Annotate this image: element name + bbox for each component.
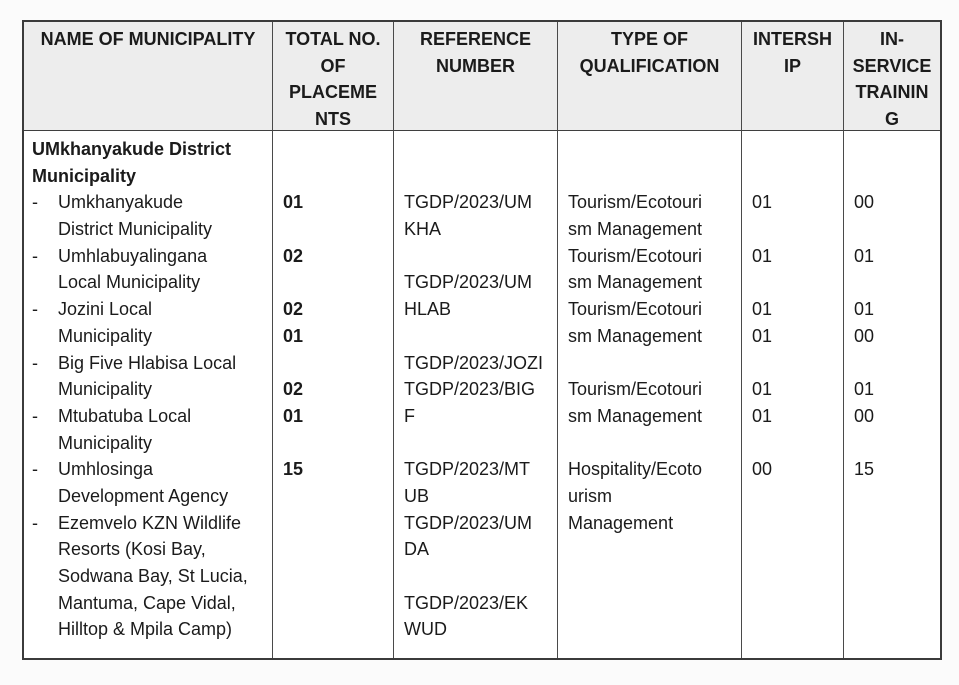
text-line: TGDP/2023/JOZI <box>404 352 544 373</box>
text-line <box>283 269 387 296</box>
text-line <box>404 323 551 350</box>
text-line: F <box>404 405 415 426</box>
text-line <box>752 616 837 643</box>
column-header-internship <box>742 22 844 131</box>
list-item-text: Umhlosinga <box>58 459 154 480</box>
text-line: 02 <box>283 299 304 320</box>
cell-internship <box>742 131 844 658</box>
text-line: 00 <box>854 405 875 426</box>
text-line: 01 <box>283 325 304 346</box>
text-line <box>568 350 735 377</box>
text-line <box>283 216 387 243</box>
text-line: TGDP/2023/UM <box>404 272 533 293</box>
text-line <box>404 563 551 590</box>
text-line: Tourism/Ecotouri <box>568 379 703 400</box>
text-line: Tourism/Ecotouri <box>568 192 703 213</box>
text-line <box>752 136 837 163</box>
text-line <box>568 590 735 617</box>
text-line: TRAININ <box>855 82 929 103</box>
text-line: 01 <box>752 245 773 266</box>
text-line <box>32 403 266 430</box>
text-line: Municipality <box>58 325 153 346</box>
text-line <box>283 483 387 510</box>
text-line <box>283 136 387 163</box>
list-item-text: Jozini Local <box>58 299 153 320</box>
text-line <box>283 350 387 377</box>
text-line <box>404 163 551 190</box>
text-line: REFERENCE <box>419 29 531 49</box>
cell-placements <box>273 131 394 658</box>
text-line: 15 <box>854 459 875 480</box>
text-line <box>854 483 934 510</box>
text-line <box>752 430 837 457</box>
text-line <box>404 430 551 457</box>
text-line: 00 <box>854 192 875 213</box>
text-line: Mantuma, Cape Vidal, <box>58 592 236 613</box>
list-item-text: Big Five Hlabisa Local <box>58 352 237 373</box>
text-line <box>752 350 837 377</box>
text-line: OF <box>320 55 346 76</box>
text-line: NAME OF MUNICIPALITY <box>40 29 256 49</box>
column-header-municipality <box>24 22 273 131</box>
text-line: sm Management <box>568 272 703 293</box>
text-line <box>854 216 934 243</box>
text-line: 00 <box>752 459 773 480</box>
text-line <box>568 563 735 590</box>
text-line <box>854 269 934 296</box>
text-line: INTERSH <box>752 29 832 49</box>
cell-inservice-training <box>844 131 940 658</box>
text-line <box>752 216 837 243</box>
text-line <box>854 136 934 163</box>
list-item-text: Umhlabuyalingana <box>58 245 208 266</box>
text-line <box>32 243 266 270</box>
text-line: Municipality <box>32 165 137 186</box>
text-line <box>283 163 387 190</box>
column-header-reference <box>394 22 558 131</box>
text-line <box>752 590 837 617</box>
text-line <box>854 616 934 643</box>
text-line <box>32 510 266 537</box>
text-line <box>568 136 735 163</box>
text-line: TYPE OF <box>610 29 688 49</box>
list-item-text: Umkhanyakude <box>58 192 184 213</box>
text-line: sm Management <box>568 325 703 346</box>
text-line: Municipality <box>58 379 153 400</box>
text-line: Sodwana Bay, St Lucia, <box>58 566 248 586</box>
text-line: TGDP/2023/BIG <box>404 379 536 400</box>
text-line: 01 <box>283 192 304 213</box>
text-line <box>854 163 934 190</box>
text-line <box>752 563 837 590</box>
text-line <box>854 590 934 617</box>
text-line <box>568 430 735 457</box>
cell-qualification <box>558 131 742 658</box>
text-line: PLACEME <box>288 82 377 103</box>
column-header-placements <box>273 22 394 131</box>
list-dash: - <box>32 352 38 373</box>
text-line: QUALIFICATION <box>579 55 720 76</box>
text-line: urism <box>568 485 612 506</box>
text-line: Management <box>568 512 674 533</box>
text-line: WUD <box>404 619 447 640</box>
text-line: 00 <box>854 325 875 346</box>
text-line <box>32 350 266 377</box>
text-line <box>283 563 387 590</box>
text-line: NTS <box>315 109 351 130</box>
text-line: 01 <box>283 405 304 426</box>
text-line: 01 <box>752 325 773 346</box>
text-line: TGDP/2023/MT <box>404 459 531 480</box>
text-line: KHA <box>404 219 442 240</box>
text-line: SERVICE <box>852 55 932 76</box>
list-item-text: Mtubatuba Local <box>58 405 192 426</box>
text-line: 15 <box>283 459 304 480</box>
text-line <box>283 590 387 617</box>
text-line: 01 <box>854 245 875 266</box>
cell-reference <box>394 131 558 658</box>
column-header-inservice-training <box>844 22 940 131</box>
text-line: District Municipality <box>58 219 213 240</box>
text-line: Tourism/Ecotouri <box>568 245 703 266</box>
text-line: 02 <box>283 245 304 266</box>
text-line: sm Management <box>568 405 703 426</box>
text-line: Tourism/Ecotouri <box>568 299 703 320</box>
text-line <box>404 136 551 163</box>
text-line <box>752 536 837 563</box>
text-line: IP <box>783 55 801 76</box>
text-line <box>32 189 266 216</box>
list-dash: - <box>32 405 38 426</box>
text-line <box>283 510 387 537</box>
text-line: 01 <box>752 192 773 213</box>
cell-municipality <box>24 131 273 658</box>
list-dash: - <box>32 459 38 480</box>
text-line: 01 <box>752 405 773 426</box>
text-line: Resorts (Kosi Bay, <box>58 539 206 560</box>
text-line <box>32 456 266 483</box>
column-header-qualification <box>558 22 742 131</box>
text-line: 01 <box>752 379 773 400</box>
text-line <box>854 536 934 563</box>
text-line: TGDP/2023/UM <box>404 512 533 533</box>
placements-table <box>22 20 942 660</box>
text-line: sm Management <box>568 219 703 240</box>
text-line: Development Agency <box>58 485 229 506</box>
text-line: UMkhanyakude District <box>32 139 232 159</box>
list-dash: - <box>32 245 38 266</box>
text-line: DA <box>404 539 430 560</box>
text-line <box>568 616 735 643</box>
text-line <box>752 269 837 296</box>
text-line: G <box>884 109 899 130</box>
list-item-text: Ezemvelo KZN Wildlife <box>58 512 242 533</box>
text-line <box>32 296 266 323</box>
text-line: Municipality <box>58 432 153 453</box>
text-line <box>283 536 387 563</box>
text-line <box>752 163 837 190</box>
text-line <box>568 536 735 563</box>
text-line <box>404 243 551 270</box>
text-line: 01 <box>752 299 773 320</box>
text-line <box>854 430 934 457</box>
text-line: Hospitality/Ecoto <box>568 459 703 480</box>
text-line <box>854 350 934 377</box>
text-line: 02 <box>283 379 304 400</box>
text-line <box>283 430 387 457</box>
list-dash: - <box>32 192 38 213</box>
text-line: Local Municipality <box>58 272 201 293</box>
text-line <box>854 563 934 590</box>
list-dash: - <box>32 299 38 320</box>
text-line <box>854 510 934 537</box>
text-line: Hilltop & Mpila Camp) <box>58 619 233 640</box>
text-line: TOTAL NO. <box>285 29 381 49</box>
text-line <box>568 163 735 190</box>
text-line: TGDP/2023/EK <box>404 592 529 613</box>
text-line: 01 <box>854 299 875 320</box>
text-line: UB <box>404 485 430 506</box>
text-line <box>752 483 837 510</box>
text-line <box>283 616 387 643</box>
text-line: NUMBER <box>436 55 515 76</box>
text-line: TGDP/2023/UM <box>404 192 533 213</box>
text-line: IN- <box>880 29 904 49</box>
text-line: 01 <box>854 379 875 400</box>
list-dash: - <box>32 512 38 533</box>
text-line: HLAB <box>404 299 452 320</box>
text-line <box>752 510 837 537</box>
